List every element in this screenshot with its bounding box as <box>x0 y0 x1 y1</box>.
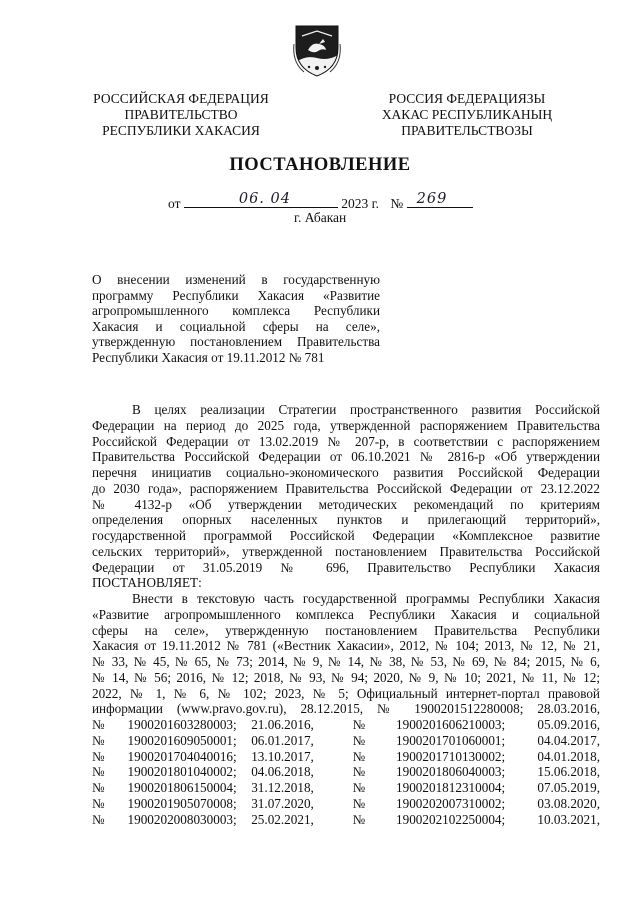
cell-number-sign: № <box>92 780 105 795</box>
header-right-khakas <box>356 91 578 139</box>
item-line: «Развитие агропромышленного комплекса Республики Хакасия и социальной <box>92 606 600 622</box>
cell-date: 04.06.2018, <box>251 764 314 780</box>
preamble-line: Правительства Российской Федерации от 06.10.2021 № 2816-р «Об утверждении <box>92 449 600 465</box>
preamble-line: до 2030 года», распоряжением Правительства Российской Федерации от 23.12.2022 <box>92 480 600 496</box>
subject-line: утвержденную постановлением Правительства <box>92 334 380 349</box>
preamble-line: Федерации от 31.05.2019 № 696, Правительство Республики Хакасия <box>92 559 600 575</box>
cell-registry-code: 1900201905070008; <box>127 795 237 811</box>
cell-date: 31.07.2020, <box>251 795 314 811</box>
cell-registry-code: 1900201609050001; <box>127 732 237 748</box>
item-line: 2022, № 1, № 6, № 102; 2023, № 5; Официальный интернет-портал правовой <box>92 685 600 701</box>
year-text: 2023 г. <box>341 196 379 211</box>
header-right-line: ХАКАС РЕСПУБЛИКАНЫҢ <box>381 107 553 122</box>
subject-line: Хакасия и социальной сферы на селе», <box>92 318 380 334</box>
number-label: № <box>390 196 404 211</box>
header-left-russian <box>76 91 286 139</box>
cell-registry-code: 1900201812310004; <box>396 780 506 795</box>
cell-registry-code: 1900201701060001; <box>396 732 506 748</box>
item-line: Хакасия от 19.11.2012 № 781 («Вестник Хакасии», 2012, № 104; 2013, № 12, № 21, <box>92 638 600 654</box>
date-field <box>184 192 338 208</box>
preamble-line: № 4132-р «Об утверждении методических рекомендаций по критериям <box>92 496 600 512</box>
cell-registry-code: 1900201806040003; <box>396 764 506 780</box>
cell-date: 21.06.2016, <box>251 717 314 732</box>
cell-registry-code: 1900202008030003; <box>127 811 237 827</box>
cell-number-sign: № <box>352 732 366 748</box>
item-line: Внести в текстовую часть государственной программы Республики Хакасия <box>132 591 600 606</box>
cell-number-sign: № <box>92 811 105 827</box>
subject-line: агропромышленного комплекса Республики <box>92 303 380 318</box>
subject-line: О внесении изменений в государственную <box>92 272 380 287</box>
cell-registry-code: 1900201603280003; <box>127 717 237 732</box>
table-row <box>92 796 600 812</box>
cell-registry-code: 1900201704040016; <box>127 748 237 764</box>
cell-date: 05.09.2016, <box>537 717 600 732</box>
item-line: № 33, № 45, № 65, № 73; 2014, № 9, № 14, № 38, № 53, № 69, № 84; 2015, № 6, <box>92 654 600 669</box>
handwritten-date: 06. 04 <box>238 191 291 207</box>
cell-registry-code: 1900202102250004; <box>396 811 506 827</box>
subject-block <box>92 272 380 365</box>
cell-registry-code: 1900201710130002; <box>396 748 506 764</box>
preamble-line: Федерации на период до 2025 года, утвержденной распоряжением Правительства <box>92 417 600 433</box>
document-title: ПОСТАНОВЛЕНИЕ <box>229 155 411 175</box>
table-row <box>92 812 600 828</box>
preamble-line: В целях реализации Стратегии пространственного развития Российской <box>132 402 600 417</box>
document-body <box>92 402 600 827</box>
subject-line: программу Республики Хакасия «Развитие <box>92 287 380 303</box>
cell-date: 13.10.2017, <box>251 748 314 764</box>
cell-date: 07.05.2019, <box>537 780 600 795</box>
cell-number-sign: № <box>92 748 105 764</box>
preamble-line: сельских территорий», утвержденной постановлением Правительства Российской <box>92 543 600 559</box>
from-label: от <box>168 196 181 211</box>
cell-date: 06.01.2017, <box>251 732 314 748</box>
handwritten-number: 269 <box>416 191 448 207</box>
header-right-line: ПРАВИТЕЛЬСТВОЗЫ <box>401 123 533 138</box>
preamble-line: определения опорных населенных пунктов и прилегающий территорий», <box>92 512 600 528</box>
city-name: г. Абакан <box>294 210 347 225</box>
decree-word: ПОСТАНОВЛЯЕТ: <box>92 575 202 591</box>
cell-number-sign: № <box>92 717 105 732</box>
number-field <box>407 192 473 208</box>
preamble-line: перечня инициатив социально-экономического развития Российской Федерации <box>92 465 600 480</box>
preamble-line: Российской Федерации от 13.02.2019 № 207-р, в соответствии с распоряжением <box>92 433 600 449</box>
cell-date: 15.06.2018, <box>537 764 600 780</box>
preamble-line: государственной программой Российской Федерации «Комплексное развитие <box>92 528 600 543</box>
cell-registry-code: 1900201606210003; <box>396 717 506 732</box>
header-left-line: ПРАВИТЕЛЬСТВО <box>124 107 238 122</box>
cell-date: 25.02.2021, <box>251 811 314 827</box>
coat-of-arms-emblem <box>292 22 342 78</box>
cell-number-sign: № <box>352 780 366 795</box>
item-line: сферы на селе», утвержденную постановлением Правительства Республики <box>92 622 600 638</box>
cell-number-sign: № <box>352 764 366 780</box>
cell-number-sign: № <box>352 717 366 732</box>
subject-line: Республики Хакасия от 19.11.2012 № 781 <box>92 349 325 365</box>
cell-registry-code: 1900202007310002; <box>396 795 506 811</box>
cell-date: 04.01.2018, <box>537 748 600 764</box>
cell-number-sign: № <box>92 764 105 780</box>
cell-registry-code: 1900201806150004; <box>127 780 237 795</box>
table-row <box>92 717 600 733</box>
table-row <box>92 764 600 780</box>
header-right-line: РОССИЯ ФЕДЕРАЦИЯЗЫ <box>388 91 546 106</box>
cell-date: 31.12.2018, <box>251 780 314 795</box>
table-row <box>92 749 600 765</box>
table-row <box>92 780 600 796</box>
registry-table <box>92 717 600 827</box>
table-row <box>92 733 600 749</box>
cell-number-sign: № <box>352 811 366 827</box>
cell-registry-code: 1900201801040002; <box>127 764 237 780</box>
cell-number-sign: № <box>92 732 105 748</box>
item-line: № 14, № 56; 2016, № 12; 2018, № 93, № 94; 2020, № 9, № 10; 2021, № 11, № 12; <box>92 669 600 685</box>
cell-date: 03.08.2020, <box>537 795 600 811</box>
cell-date: 10.03.2021, <box>537 811 600 827</box>
item-line: информации (www.pravo.gov.ru), 28.12.2015, № 1900201512280008; 28.03.2016, <box>92 701 600 717</box>
cell-number-sign: № <box>352 748 366 764</box>
header-left-line: РЕСПУБЛИКИ ХАКАСИЯ <box>102 123 260 138</box>
date-number-line <box>168 192 473 212</box>
cell-date: 04.04.2017, <box>537 732 600 748</box>
cell-number-sign: № <box>92 795 105 811</box>
cell-number-sign: № <box>352 795 366 811</box>
header-left-line: РОССИЙСКАЯ ФЕДЕРАЦИЯ <box>93 91 269 106</box>
